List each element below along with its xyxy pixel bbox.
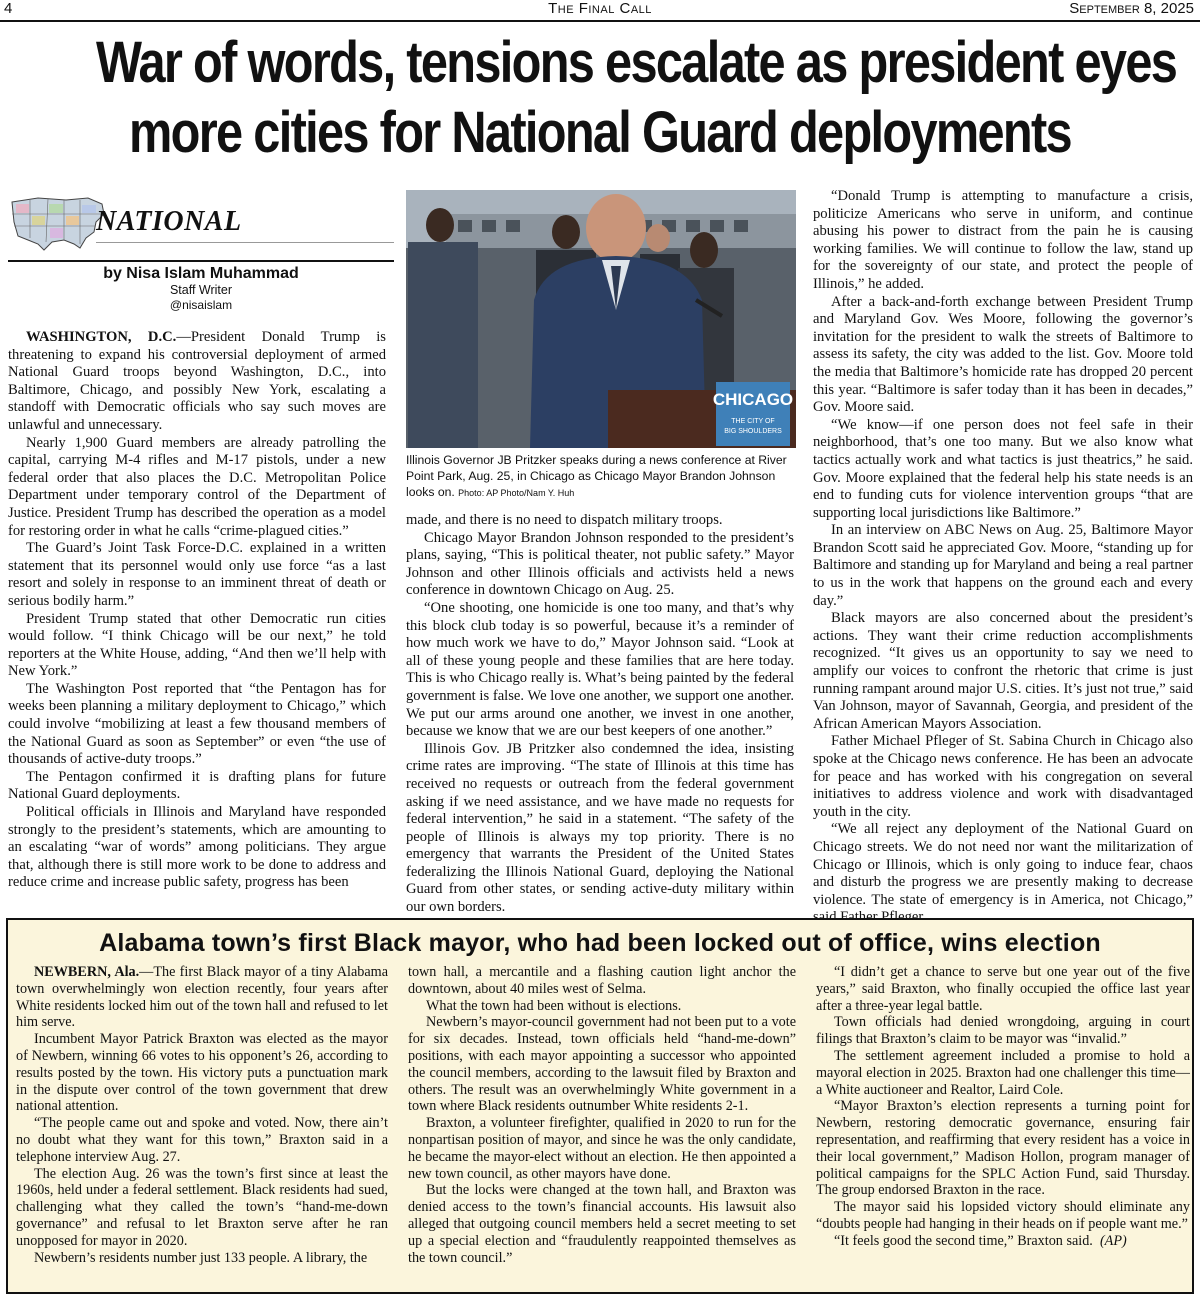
paragraph: “Donald Trump is attempting to manufacture a crisis, politicize Americans who serve in uniform, and continue abusing his power to distract from the pain he is causing working families. We will continue to follow the law, stand up for the sovereignty of our state, and protect the people of Illinois,” he added. xyxy=(813,188,1193,292)
caption-text: Illinois Governor JB Pritzker speaks during a news conference at River Point Park, Aug. 25, in Chicago as Chicago Mayor Brandon Johnson looks on. xyxy=(406,453,787,499)
paragraph: President Trump stated that other Democratic run cities would follow. “I think Chicago will be our next,” he told reporters at the White House, adding, “And then we’ll help with New York.” xyxy=(8,610,386,680)
sidebar-story-box xyxy=(6,918,1194,1294)
paragraph: The Washington Post reported that “the Pentagon has for weeks been planning a military deployment to Chicago,” which could involve “mobilizing at least a few thousand members of the National Guard as soon as September” or even “the use of thousands of active-duty troops.” xyxy=(8,680,386,768)
author-role: Staff Writer xyxy=(169,283,233,297)
sidebar-column-1 xyxy=(16,964,388,1266)
page-number: 4 xyxy=(4,0,13,17)
paragraph: The settlement agreement included a promise to hold a mayoral election in 2025. Braxton had one challenger this time—a White auctioneer and Realtor, Laird Cole. xyxy=(816,1047,1190,1098)
paragraph: NEWBERN, Ala.—The first Black mayor of a tiny Alabama town overwhelmingly won election recently, four years after White residents locked him out of the town hall and refused to let him serve. xyxy=(16,964,389,1031)
main-headline xyxy=(96,28,1177,168)
running-header xyxy=(0,0,1200,22)
issue-date: September 8, 2025 xyxy=(1069,0,1194,17)
paragraph: The mayor said his lopsided victory should eliminate any “doubts people had hanging in their heads on if people want me.” xyxy=(816,1199,1190,1232)
paragraph: Incumbent Mayor Patrick Braxton was elected as the mayor of Newbern, winning 66 votes to his opponent’s 26, according to results posted by the town. His victory puts a punctuation mark in the dispute over control of the town government that drew national attention. xyxy=(16,1031,388,1115)
paragraph: Newbern’s mayor-council government had not been put to a vote for six decades. Instead, town officials held “hand-me-down” positions, with each mayor appointing a successor who appointed the council members, according to the lawsuit filed by Braxton and others. The result was an overwhelmingly White government in a town where Black residents outnumber White residents 2-1. xyxy=(408,1014,796,1115)
dateline: WASHINGTON, D.C. xyxy=(26,329,177,345)
paragraph: Political officials in Illinois and Maryland have responded strongly to the president’s statements, which are amounting to an escalating “war of words” among politicians. They argue that, although there is still more work to be done to address and reduce crime and increase public safety, progress has been xyxy=(8,804,386,891)
paragraph: Illinois Gov. JB Pritzker also condemned the idea, insisting crime rates are improving. “The state of Illinois at this time has received no requests or outreach from the federal government asking if we need assistance, and we have made no requests for federal intervention,” he said in a statement. “The safety of the people of Illinois is always my top priority. There is no emergency that warrants the President of the United States federalizing the Illinois National Guard, deploying the National Guard from other states, or sending active-duty military within our own borders. xyxy=(406,740,794,916)
paragraph: made, and there is no need to dispatch military troops. xyxy=(406,512,723,528)
paragraph: WASHINGTON, D.C.—President Donald Trump is threatening to expand his controversial deployment of armed National Guard troops beyond Washington, D.C., into Baltimore, Chicago, and possibly New York, escalating a standoff with Democratic officials who say such moves are unlawful and unnecessary. xyxy=(8,329,386,433)
paragraph: Nearly 1,900 Guard members are already patrolling the capital, carrying M-4 rifles and M-17 pistols, under a new federal order that also places the D.C. Metropolitan Police Department under temporary control of the Department of Justice. President Trump has described the operation as a model for restoring order in what he calls “crime-plagued cities.” xyxy=(8,434,386,539)
sidebar-column-3 xyxy=(816,964,1190,1250)
section-label: NATIONAL xyxy=(96,206,242,237)
photo-caption xyxy=(406,452,798,501)
paragraph: Black mayors are also concerned about the president’s actions. They want their crime reduction accomplishments recognized. “It gives us an opportunity to say we need to amplify our voices to confront the rhetoric that crime is just running rampant around major U.S. cities. It’s just not true,” said Van Johnson, mayor of Savannah, Georgia, and president of the African American Mayors Association. xyxy=(813,610,1193,732)
article-column-1 xyxy=(8,329,386,892)
paragraph: town hall, a mercantile and a flashing caution light anchor the downtown, about 40 miles west of Selma. xyxy=(408,964,796,997)
podium-sign-sub1: THE CITY OF xyxy=(731,418,775,425)
podium-sign-sub2: BIG SHOULDERS xyxy=(724,428,782,435)
sidebar-dateline: NEWBERN, Ala. xyxy=(34,964,140,980)
news-photo xyxy=(406,190,796,448)
headline-line-1: War of words, tensions escalate as president eyes xyxy=(96,30,1177,95)
paragraph: “Mayor Braxton’s election represents a turning point for Newbern, restoring democratic governance, ensuring fair representation, and reaffirming that every resident has a voice in their local government,” Madison Hollon, program manager of political campaigns for the SPLC Action Fund, said Thursday. The group endorsed Braxton in the race. xyxy=(816,1098,1190,1199)
paragraph: Newbern’s residents number just 133 people. A library, the xyxy=(34,1249,368,1266)
us-map-icon xyxy=(8,192,108,258)
paragraph: Town officials had denied wrongdoing, arguing in court filings that Braxton’s claim to be mayor was “invalid.” xyxy=(816,1014,1190,1048)
paragraph: The Pentagon confirmed it is drafting plans for future National Guard deployments. xyxy=(8,768,386,803)
article-column-3 xyxy=(813,188,1193,927)
paragraph: Father Michael Pfleger of St. Sabina Church in Chicago also spoke at the Chicago news conference. He has been an advocate for peace and has worked with his congregation on several initiatives to address violence and work with disadvantaged youth in the city. xyxy=(813,733,1193,820)
paragraph: Braxton, a volunteer firefighter, qualified in 2020 to run for the nonpartisan position of mayor, and since he was the only candidate, he became the mayor-elect without an election. He then appointed a new town council, as other mayors have done. xyxy=(408,1115,796,1182)
byline xyxy=(8,264,394,313)
paragraph: “We know—if one person does not feel safe in their neighborhood, that’s one too many. But we also know what tactics actually work and what tactics is just theatrics,” he said. Gov. Moore explained that the federal help his state needs is an end to funding cuts for violence intervention groups “that are supporting local jurisdictions like Baltimore.” xyxy=(813,416,1193,521)
paragraph: The election Aug. 26 was the town’s first since at least the 1960s, held under a federal settlement. Black residents had sued, challenging what they called the town’s “hand-me-down governance” and refusal to let Braxton serve after he ran unopposed for mayor in 2020. xyxy=(16,1165,388,1249)
sidebar-headline: Alabama town’s first Black mayor, who had been locked out of office, wins election xyxy=(99,929,1101,957)
source-tag: (AP) xyxy=(1099,1232,1127,1249)
paragraph: “The people came out and spoke and voted. Now, there ain’t no doubt what they want for this town,” Braxton said in a telephone interview Aug. 27. xyxy=(16,1115,388,1165)
sidebar-column-2 xyxy=(408,964,796,1266)
paper-name: The Final Call xyxy=(548,0,652,17)
press-conference-image xyxy=(406,190,796,448)
author-name: by Nisa Islam Muhammad xyxy=(103,265,299,282)
article-column-2 xyxy=(406,512,794,917)
paragraph: But the locks were changed at the town hall, and Braxton was denied access to the town’s financial accounts. His lawsuit also alleged that outgoing council members held a secret meeting to set up a special election and “fraudulently reappointed themselves as the town council.” xyxy=(408,1182,796,1266)
paragraph: Chicago Mayor Brandon Johnson responded to the president’s plans, saying, “This is political theater, not public safety.” Mayor Johnson and other Illinois officials and activists held a news conference in downtown Chicago on Aug. 25. xyxy=(406,529,794,599)
section-rule xyxy=(96,242,394,243)
paragraph: “One shooting, one homicide is one too many, and that’s why this block club today is so powerful, because it’s a reminder of how much work we have to do,” Mayor Johnson said. “Look at all of these young people and these families that are here today. This is who Chicago really is. What’s being painted by the federal government is false. We love one another, we support one another. We put our arms around one another, we invest in one another, because we know that we are our best keepers of one another.” xyxy=(406,599,794,740)
paragraph: What the town had been without is elections. xyxy=(426,997,682,1014)
paragraph: “We all reject any deployment of the National Guard on Chicago streets. We do not need nor want the militarization of Chicago or Illinois, which is only going to induce fear, chaos and disturb the progress we are presently making to decrease violence. The state of emergency is in America, not Chicago,” xyxy=(813,821,1193,908)
section-logo xyxy=(8,192,394,262)
author-handle: @nisaislam xyxy=(169,298,233,312)
headline-line-2: more cities for National Guard deployments xyxy=(129,100,1071,165)
paragraph: In an interview on ABC News on Aug. 25, Baltimore Mayor Brandon Scott said he appreciated Gov. Moore, “standing up for Baltimore and standing up for Maryland and being a real partner to us in the work that happens on the ground each and every day.” xyxy=(813,522,1193,609)
paragraph: The Guard’s Joint Task Force-D.C. explained in a written statement that its personnel would only use force “as a last resort and solely in response to an imminent threat of death or serious bodily harm.” xyxy=(8,540,386,609)
podium-sign-main: CHICAGO xyxy=(712,390,794,409)
paragraph: “It feels good the second time,” Braxton said. (AP) xyxy=(834,1232,1127,1249)
photo-credit: Photo: AP Photo/Nam Y. Huh xyxy=(458,488,575,498)
paragraph: “I didn’t get a chance to serve but one year out of the five years,” said Braxton, who finally occupied the office last year after a three-year legal battle. xyxy=(816,964,1190,1014)
paragraph: After a back-and-forth exchange between President Trump and Maryland Gov. Wes Moore, following the governor’s invitation for the president to walk the streets of Baltimore to assess its safety, the city was added to the list. Gov. Moore told the media that Baltimore’s homicide rate has dropped 20 percent this year. “Baltimore is safer today than it has been in decades,” Gov. Moore said. xyxy=(813,293,1193,416)
